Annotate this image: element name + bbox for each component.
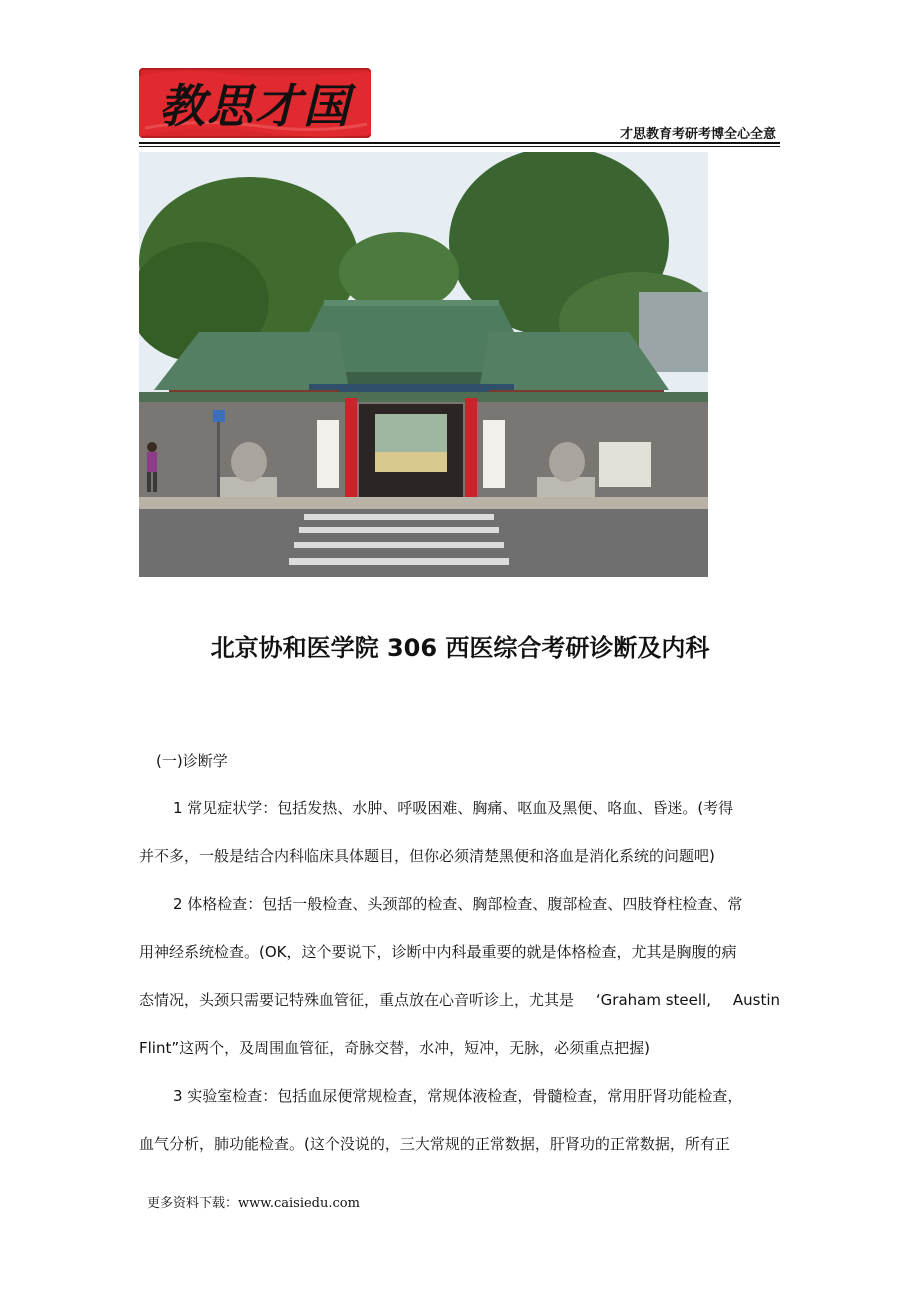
header-rule-thin bbox=[139, 146, 780, 147]
paragraph-symptoms bbox=[139, 784, 780, 880]
paragraph-line: Flint”这两个，及周围血管征，奇脉交替，水冲，短冲，无脉，必须重点把握) bbox=[139, 1039, 650, 1057]
paragraph-physical-exam bbox=[139, 880, 780, 1072]
header-rule-thick bbox=[139, 142, 780, 144]
text-run: ‘Graham steell, bbox=[595, 991, 711, 1009]
paragraph-line: 并不多，一般是结合内科临床具体题目，但你必须清楚黑便和洛血是消化系统的问题吧) bbox=[139, 847, 715, 865]
footer-download-link[interactable]: 更多资料下载：www.caisiedu.com bbox=[147, 1196, 360, 1211]
paragraph-line: 1 常见症状学：包括发热、水肿、呼吸困难、胸痛、呕血及黑便、咯血、昏迷。(考得 bbox=[173, 799, 734, 817]
text-run: 态情况，头颈只需要记特殊血管征，重点放在心音听诊上，尤其是 bbox=[139, 991, 575, 1009]
paragraph-line: 3 实验室检查：包括血尿便常规检查，常规体液检查，骨髓检查，常用肝肾功能检查， bbox=[173, 1087, 743, 1105]
paragraph-line: 血气分析，肺功能检查。(这个没说的，三大常规的正常数据，肝肾功的正常数据，所有正 bbox=[139, 1135, 730, 1153]
header-tagline: 才思教育考研考博全心全意 bbox=[619, 127, 776, 142]
paragraph-line bbox=[139, 976, 780, 1024]
logo-text: 教思才国 bbox=[159, 79, 351, 133]
section-heading: (一)诊断学 bbox=[156, 752, 228, 770]
paragraph-lab-tests bbox=[139, 1072, 780, 1168]
paragraph-line: 用神经系统检查。(OK，这个要说下，诊断中内科最重要的就是体格检查，尤其是胸腹的病 bbox=[139, 943, 737, 961]
text-run: Austin bbox=[732, 991, 780, 1009]
document-title: 北京协和医学院 306 西医综合考研诊断及内科 bbox=[210, 634, 710, 662]
brand-logo bbox=[139, 68, 371, 138]
paragraph-line: 2 体格检查：包括一般检查、头颈部的检查、胸部检查、腹部检查、四肢脊柱检查、常 bbox=[173, 895, 743, 913]
campus-gate-photo bbox=[139, 152, 708, 577]
